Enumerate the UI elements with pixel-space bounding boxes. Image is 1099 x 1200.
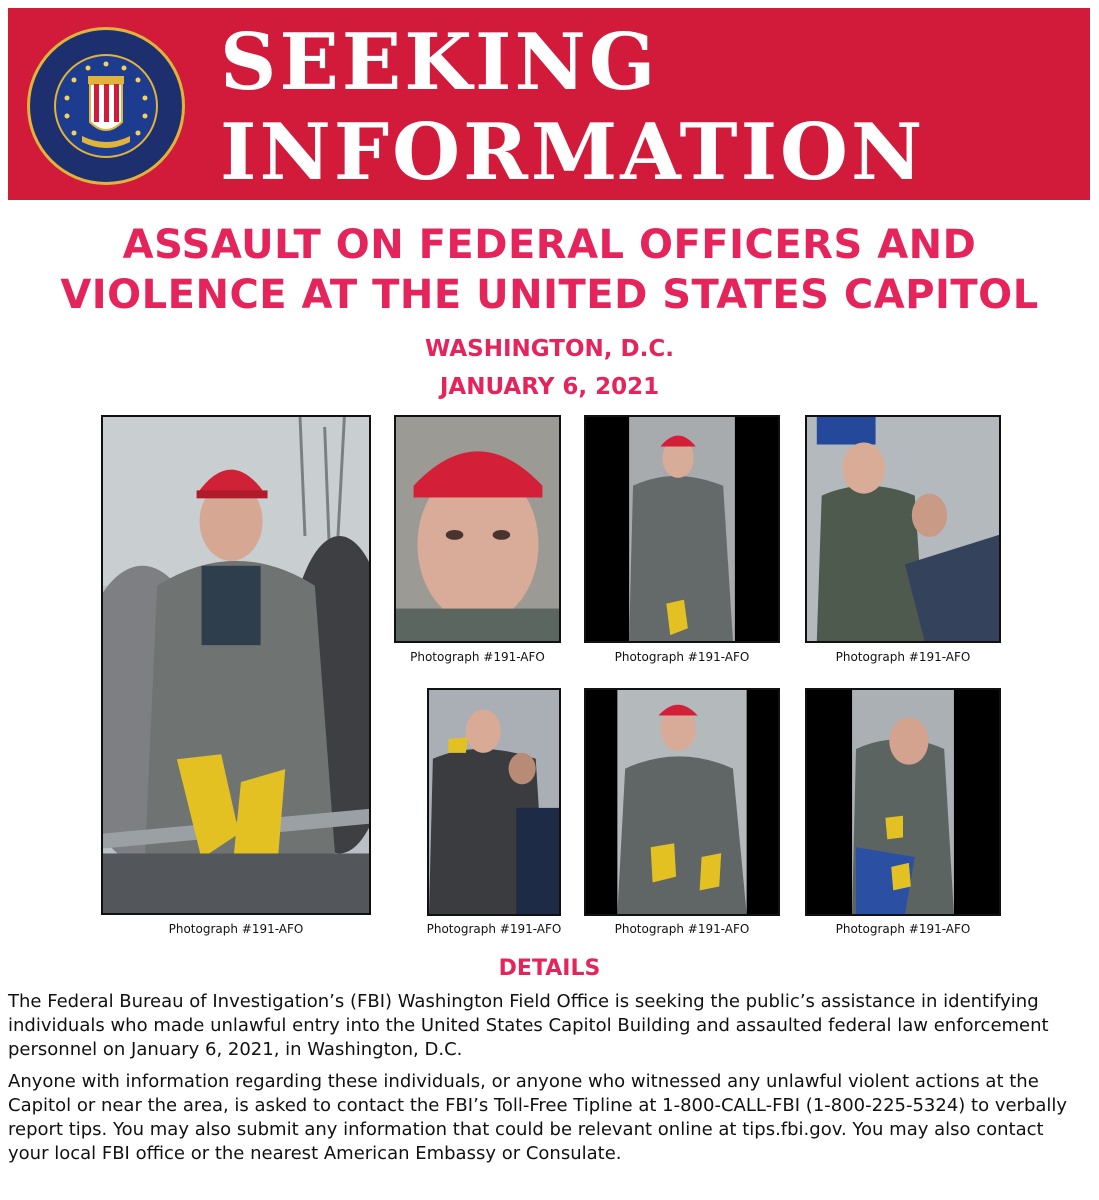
banner-title	[220, 18, 925, 198]
photo-4-caption: Photograph #191-AFO	[835, 650, 971, 664]
photo-1-caption: Photograph #191-AFO	[168, 922, 304, 936]
photo-5	[427, 688, 561, 916]
photo-5-caption: Photograph #191-AFO	[426, 922, 562, 936]
fbi-seal-icon	[26, 26, 186, 186]
photo-2	[394, 415, 561, 643]
photo-6	[584, 688, 780, 916]
details-paragraph-1: The Federal Bureau of Investigation’s (FBI) Washington Field Office is seeking the public’s assistance in identifying individuals who made unlawful entry into the United States Capitol Building and assaulted federal law enforcement personnel on January 6, 2021, in Washington, D.C.	[8, 991, 1049, 1060]
location: WASHINGTON, D.C.	[425, 336, 674, 362]
photo-2-caption: Photograph #191-AFO	[410, 650, 545, 664]
photo-3	[584, 415, 780, 643]
banner-line-seeking: SEEKING	[220, 17, 659, 108]
banner-line-information: INFORMATION	[220, 107, 926, 198]
headline	[0, 220, 1099, 320]
photo-4	[805, 415, 1001, 643]
headline-line-2: VIOLENCE AT THE UNITED STATES CAPITOL	[60, 272, 1039, 318]
seeking-information-banner	[8, 8, 1090, 200]
photo-7	[805, 688, 1001, 916]
headline-line-1: ASSAULT ON FEDERAL OFFICERS AND	[122, 222, 977, 268]
date: JANUARY 6, 2021	[439, 374, 660, 400]
details-heading: DETAILS	[498, 956, 601, 981]
photo-1	[101, 415, 371, 915]
photo-3-caption: Photograph #191-AFO	[614, 650, 750, 664]
photo-7-caption: Photograph #191-AFO	[835, 922, 971, 936]
photo-6-caption: Photograph #191-AFO	[614, 922, 750, 936]
details-paragraph-2: Anyone with information regarding these individuals, or anyone who witnessed any unlawful violent actions at the Capitol or near the area, is asked to contact the FBI’s Toll-Free Tipline at 1-800-CALL-FBI (1-800-225-5324) to verbally report tips. You may also submit any information that could be relevant online at tips.fbi.gov. You may also contact your local FBI office or the nearest American Embassy or Consulate.	[8, 1071, 1068, 1164]
